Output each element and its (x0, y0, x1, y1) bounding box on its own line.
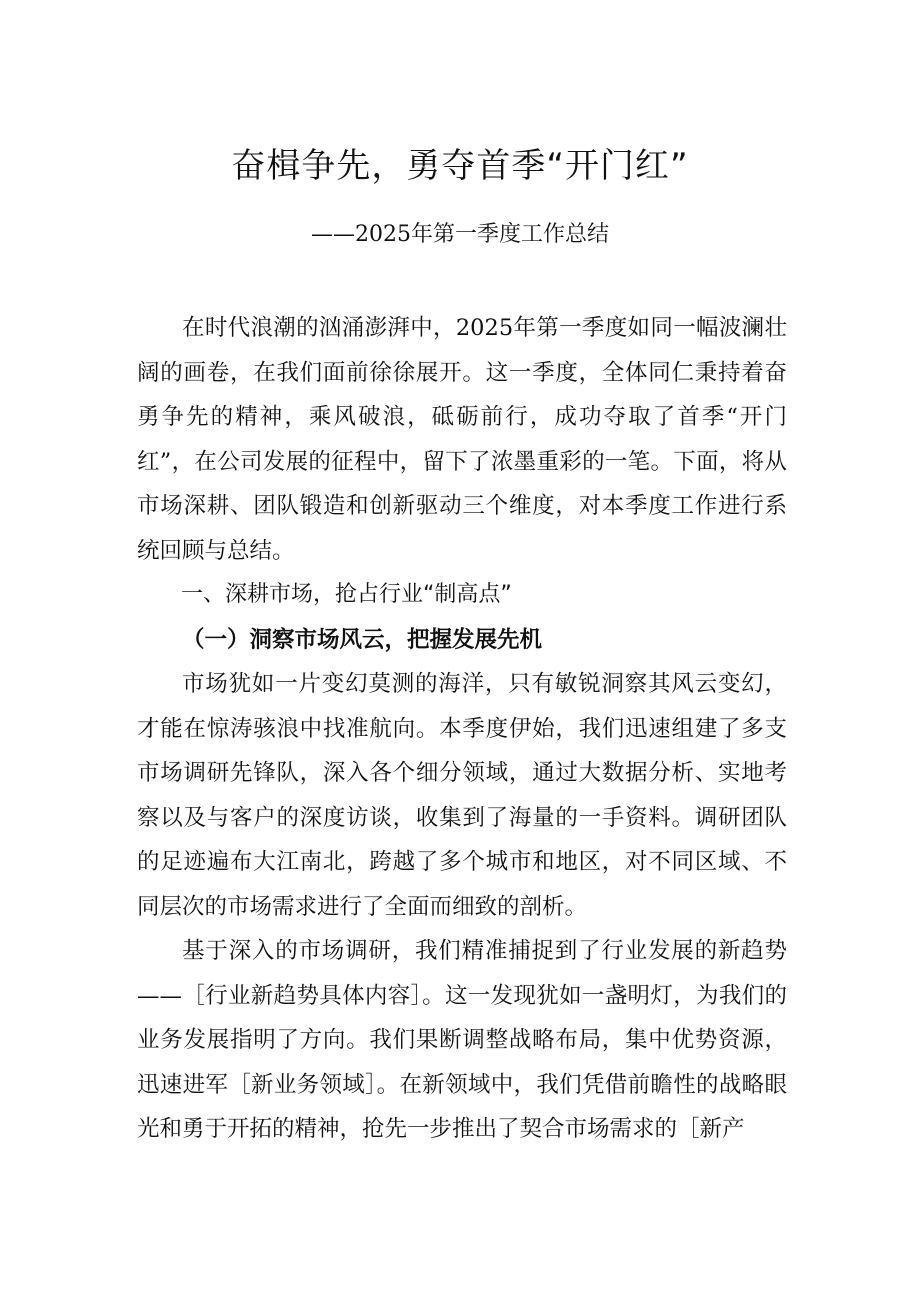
body-paragraph: 市场犹如一片变幻莫测的海洋，只有敏锐洞察其风云变幻，才能在惊涛骇浪中找准航向。本季度伊始，我们迅速组建了多支市场调研先锋队，深入各个细分领域，通过大数据分析、实地考察以及与客户的深度访谈，收集到了海量的一手资料。调研团队的足迹遍布大江南北，跨越了多个城市和地区，对不同区域、不同层次的市场需求进行了全面而细致的剖析。 (137, 671, 787, 920)
document-subtitle: ——2025年第一季度工作总结 (311, 222, 609, 247)
document-title: 奋楫争先，勇夺首季“开门红” (231, 146, 689, 186)
subsection-heading-1: （一）洞察市场风云，把握发展先机 (182, 626, 543, 653)
document-body (137, 306, 787, 1152)
intro-paragraph: 在时代浪潮的汹涌澎湃中，2025年第一季度如同一幅波澜壮阔的画卷，在我们面前徐徐展开。这一季度，全体同仁秉持着奋勇争先的精神，乘风破浪，砥砺前行，成功夺取了首季“开门红”，在公司发展的征程中，留下了浓墨重彩的一笔。下面，将从市场深耕、团队锻造和创新驱动三个维度，对本季度工作进行系统回顾与总结。 (137, 315, 787, 564)
body-paragraph: 基于深入的市场调研，我们精准捕捉到了行业发展的新趋势——［行业新趋势具体内容］。这一发现犹如一盏明灯，为我们的业务发展指明了方向。我们果断调整战略布局，集中优势资源，迅速进军［新业务领域］。在新领域中，我们凭借前瞻性的战略眼光和勇于开拓的精神，抢先一步推出了契合市场需求的［新产 (137, 938, 787, 1142)
section-heading-1: 一、深耕市场，抢占行业“制高点” (181, 582, 512, 607)
